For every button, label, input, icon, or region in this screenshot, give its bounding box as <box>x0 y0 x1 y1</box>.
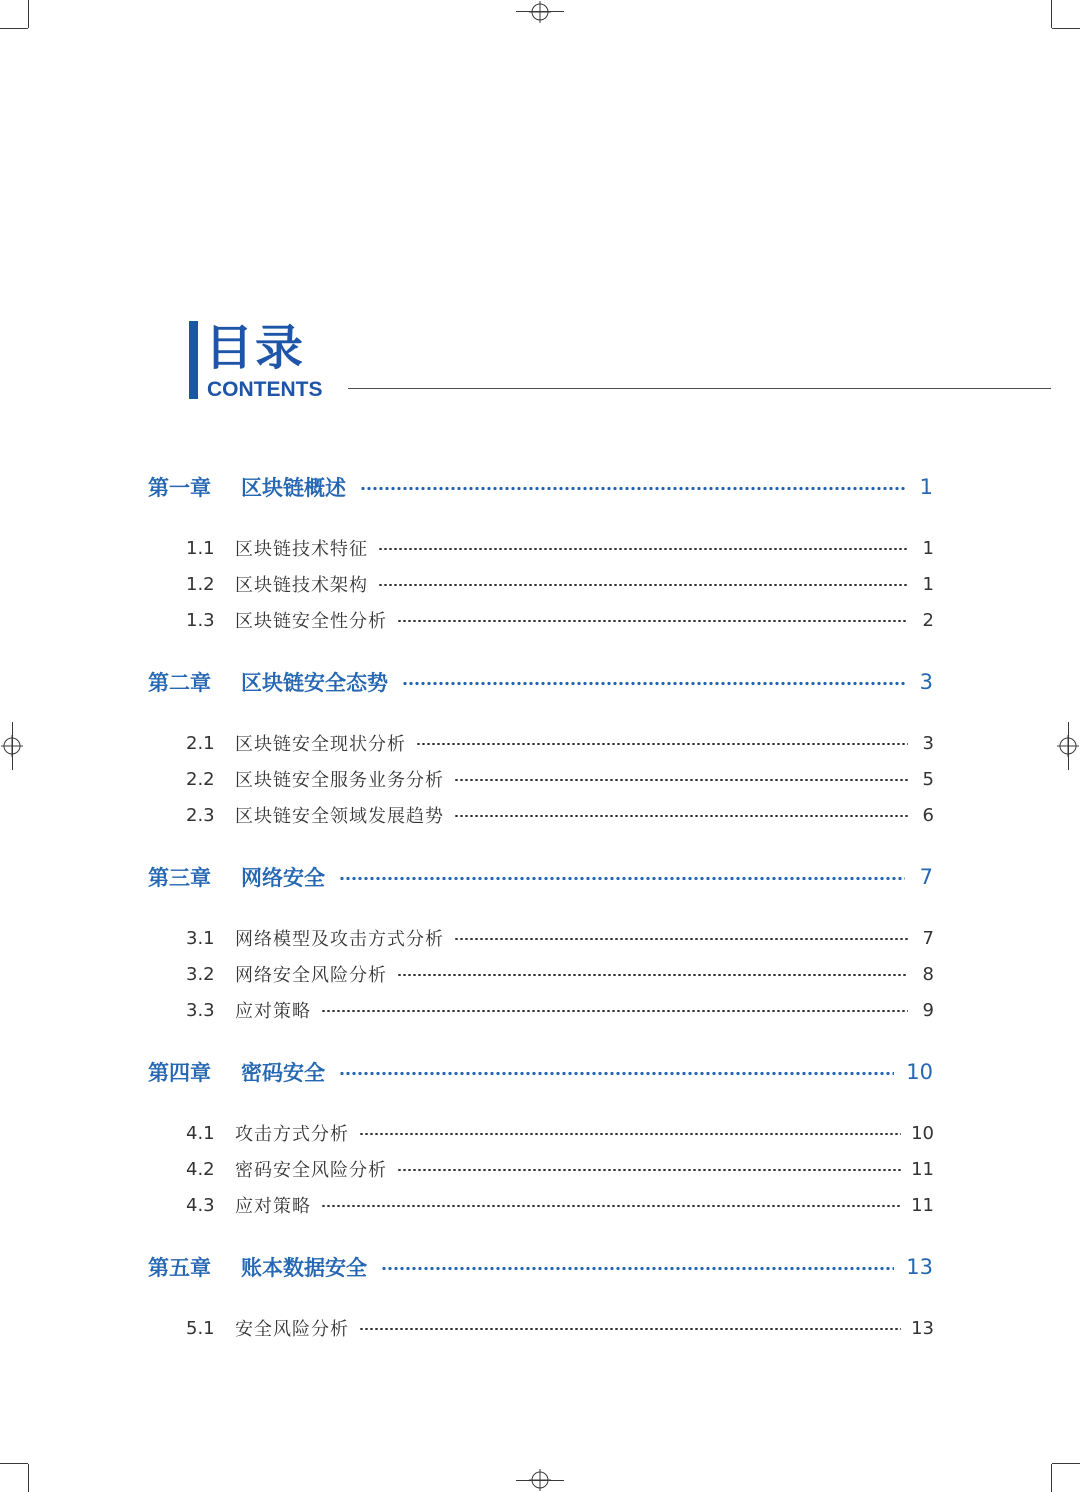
page-number: 1 <box>922 573 934 595</box>
toc-section[interactable] <box>186 535 934 561</box>
toc-section[interactable] <box>186 730 934 756</box>
chapter-title: 账本数据安全 <box>241 1256 367 1280</box>
page-number: 5 <box>922 768 934 790</box>
dot-leader <box>454 805 908 825</box>
dot-leader <box>397 610 908 630</box>
chapter-number: 第三章 <box>148 866 211 890</box>
page-number: 3 <box>922 732 934 754</box>
toc-chapter[interactable] <box>148 1252 933 1282</box>
section-number: 4.2 <box>186 1158 215 1180</box>
toc-section[interactable] <box>186 1156 934 1182</box>
page-number: 11 <box>911 1194 934 1216</box>
section-title: 网络安全风险分析 <box>235 965 387 986</box>
section-number: 2.3 <box>186 804 215 826</box>
section-number: 3.2 <box>186 963 215 985</box>
dot-leader <box>321 1000 908 1020</box>
dot-leader <box>339 1062 894 1082</box>
toc-section[interactable] <box>186 961 934 987</box>
section-number: 4.1 <box>186 1122 215 1144</box>
section-title: 区块链安全领域发展趋势 <box>235 806 444 827</box>
chapter-title: 区块链安全态势 <box>241 671 388 695</box>
toc-section[interactable] <box>186 766 934 792</box>
chapter-title: 密码安全 <box>241 1061 325 1085</box>
section-title: 应对策略 <box>235 1001 311 1022</box>
page-title: 目录 <box>205 320 306 376</box>
toc-section[interactable] <box>186 1192 934 1218</box>
section-number: 1.2 <box>186 573 215 595</box>
section-title: 攻击方式分析 <box>235 1124 349 1145</box>
page-number: 6 <box>922 804 934 826</box>
dot-leader <box>360 477 905 497</box>
dot-leader <box>381 1257 894 1277</box>
section-title: 区块链安全服务业务分析 <box>235 770 444 791</box>
page-number: 1 <box>922 537 934 559</box>
dot-leader <box>402 672 905 692</box>
toc-chapter[interactable] <box>148 667 933 697</box>
page-number: 13 <box>906 1255 933 1279</box>
toc-chapter[interactable] <box>148 472 933 502</box>
dot-leader <box>321 1195 901 1215</box>
section-number: 1.1 <box>186 537 215 559</box>
section-number: 4.3 <box>186 1194 215 1216</box>
section-title: 网络模型及攻击方式分析 <box>235 929 444 950</box>
chapter-number: 第五章 <box>148 1256 211 1280</box>
dot-leader <box>397 964 908 984</box>
page-subtitle: CONTENTS <box>207 378 323 401</box>
dot-leader <box>397 1159 901 1179</box>
section-number: 5.1 <box>186 1317 215 1339</box>
toc-section[interactable] <box>186 925 934 951</box>
page-number: 7 <box>922 927 934 949</box>
dot-leader <box>359 1318 901 1338</box>
page-number: 8 <box>922 963 934 985</box>
dot-leader <box>359 1123 901 1143</box>
dot-leader <box>454 769 908 789</box>
section-title: 区块链技术架构 <box>235 575 368 596</box>
dot-leader <box>339 867 905 887</box>
section-number: 1.3 <box>186 609 215 631</box>
section-title: 区块链安全性分析 <box>235 611 387 632</box>
dot-leader <box>416 733 908 753</box>
chapter-number: 第一章 <box>148 476 211 500</box>
page-number: 2 <box>922 609 934 631</box>
toc-section[interactable] <box>186 571 934 597</box>
page-number: 13 <box>911 1317 934 1339</box>
section-number: 2.1 <box>186 732 215 754</box>
chapter-number: 第四章 <box>148 1061 211 1085</box>
toc-chapter[interactable] <box>148 1057 933 1087</box>
page-number: 10 <box>906 1060 933 1084</box>
section-title: 区块链技术特征 <box>235 539 368 560</box>
page-number: 7 <box>919 865 933 889</box>
dot-leader <box>378 574 908 594</box>
section-title: 密码安全风险分析 <box>235 1160 387 1181</box>
section-title: 区块链安全现状分析 <box>235 734 406 755</box>
page-number: 11 <box>911 1158 934 1180</box>
section-number: 3.3 <box>186 999 215 1021</box>
toc-section[interactable] <box>186 1315 934 1341</box>
page-number: 1 <box>919 475 933 499</box>
section-title: 安全风险分析 <box>235 1319 349 1340</box>
chapter-number: 第二章 <box>148 671 211 695</box>
page-number: 9 <box>922 999 934 1021</box>
section-number: 3.1 <box>186 927 215 949</box>
dot-leader <box>378 538 908 558</box>
page-number: 10 <box>911 1122 934 1144</box>
section-title: 应对策略 <box>235 1196 311 1217</box>
page-number: 3 <box>919 670 933 694</box>
dot-leader <box>454 928 908 948</box>
toc-chapter[interactable] <box>148 862 933 892</box>
toc-section[interactable] <box>186 607 934 633</box>
toc-section[interactable] <box>186 997 934 1023</box>
toc-section[interactable] <box>186 802 934 828</box>
chapter-title: 区块链概述 <box>241 476 346 500</box>
section-number: 2.2 <box>186 768 215 790</box>
toc-section[interactable] <box>186 1120 934 1146</box>
chapter-title: 网络安全 <box>241 866 325 890</box>
